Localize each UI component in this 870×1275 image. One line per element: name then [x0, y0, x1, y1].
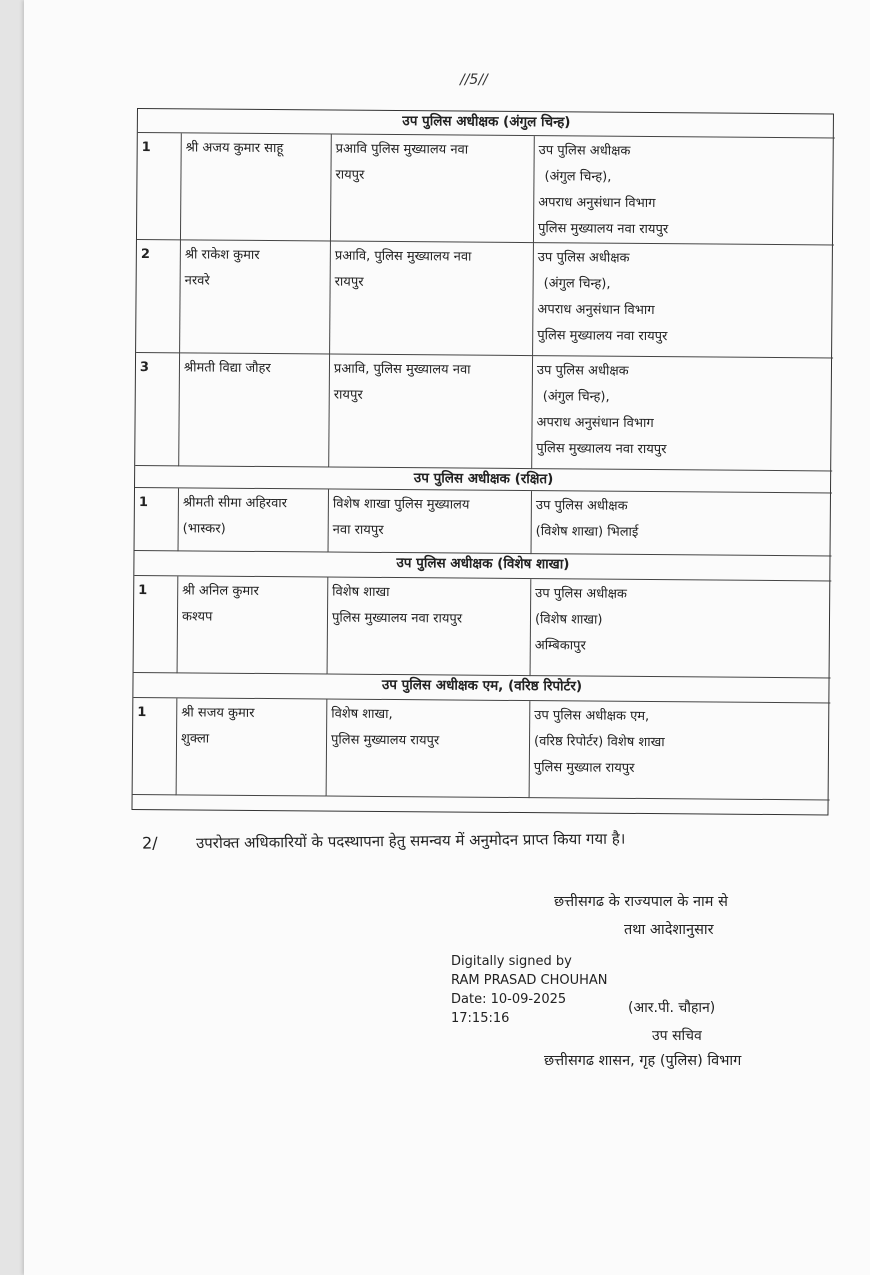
section-header: उप पुलिस अधीक्षक (विशेष शाखा) [134, 551, 831, 581]
signature-label: Digitally signed by [451, 954, 572, 969]
officer-name: श्री अजय कुमार साहू [181, 133, 332, 241]
current-posting: विशेष शाखा, पुलिस मुख्यालय रायपुर [327, 700, 531, 799]
officer-name: श्री अनिल कुमार कश्यप [178, 576, 329, 674]
officer-name: श्री सजय कुमार शुक्ला [177, 698, 328, 796]
officer-name: श्रीमती सीमा अहिरवार (भास्कर) [179, 488, 329, 552]
current-posting: विशेष शाखा पुलिस मुख्यालय नवा रायपुर [328, 578, 532, 677]
authority-block [554, 888, 854, 944]
current-posting: प्रआवि, पुलिस मुख्यालय नवा रायपुर [329, 355, 533, 470]
digital-signature [451, 952, 608, 1028]
section-header: उप पुलिस अधीक्षक (अंगुल चिन्ह) [138, 109, 835, 138]
current-posting: प्रआवि, पुलिस मुख्यालय नवा रायपुर [330, 242, 534, 357]
signatory-name: (आर.पी. चौहान) [628, 1000, 716, 1016]
section-header: उप पुलिस अधीक्षक (रक्षित) [135, 466, 832, 493]
signatory-block [628, 994, 715, 1050]
serial-number: 1 [133, 698, 178, 795]
signature-time: 17:15:16 [451, 1011, 510, 1026]
current-posting: प्रआवि पुलिस मुख्यालय नवा रायपुर [331, 135, 535, 244]
new-posting: उप पुलिस अधीक्षक (अंगुल चिन्ह), अपराध अनुसंधान विभाग पुलिस मुख्यालय नवा रायपुर [534, 136, 835, 245]
serial-number: 3 [135, 353, 180, 466]
signatory-department: छत्तीसगढ शासन, गृह (पुलिस) विभाग [544, 1053, 742, 1069]
new-posting: उप पुलिस अधीक्षक (विशेष शाखा) भिलाई [532, 491, 832, 556]
new-posting: उप पुलिस अधीक्षक (विशेष शाखा) अम्बिकापुर [531, 579, 832, 678]
paragraph-number: 2/ [141, 833, 158, 853]
signer-name: RAM PRASAD CHOUHAN [451, 973, 608, 988]
serial-number: 1 [137, 133, 182, 240]
section-header: उप पुलिस अधीक्षक एम, (वरिष्ठ रिपोर्टर) [133, 673, 830, 703]
officer-name: श्री राकेश कुमार नरवरे [180, 240, 331, 354]
current-posting: विशेष शाखा पुलिस मुख्यालय नवा रायपुर [329, 490, 532, 555]
officer-name: श्रीमती विद्या जौहर [179, 353, 330, 467]
serial-number: 1 [135, 488, 179, 551]
posting-table [131, 108, 833, 815]
new-posting: उप पुलिस अधीक्षक एम, (वरिष्ठ रिपोर्टर) विशेष शाखा पुलिस मुख्याल रायपुर [530, 701, 831, 800]
authority-line: तथा आदेशानुसार [624, 922, 714, 938]
paragraph-text: उपरोक्त अधिकारियों के पदस्थापना हेतु समन्वय में अनुमोदन प्राप्त किया गया है। [195, 829, 626, 853]
authority-line: छत्तीसगढ के राज्यपाल के नाम से [554, 894, 728, 910]
new-posting: उप पुलिस अधीक्षक (अंगुल चिन्ह), अपराध अनुसंधान विभाग पुलिस मुख्यालय नवा रायपुर [533, 243, 834, 358]
new-posting: उप पुलिस अधीक्षक (अंगुल चिन्ह), अपराध अनुसंधान विभाग पुलिस मुख्यालय नवा रायपुर [532, 356, 833, 471]
serial-number: 2 [136, 240, 181, 353]
page-number: //5// [460, 72, 488, 88]
serial-number: 1 [134, 576, 179, 673]
approval-paragraph [142, 826, 842, 853]
signature-date: Date: 10-09-2025 [451, 992, 567, 1007]
document-page [24, 0, 870, 1275]
signatory-designation: उप सचिव [652, 1028, 702, 1044]
